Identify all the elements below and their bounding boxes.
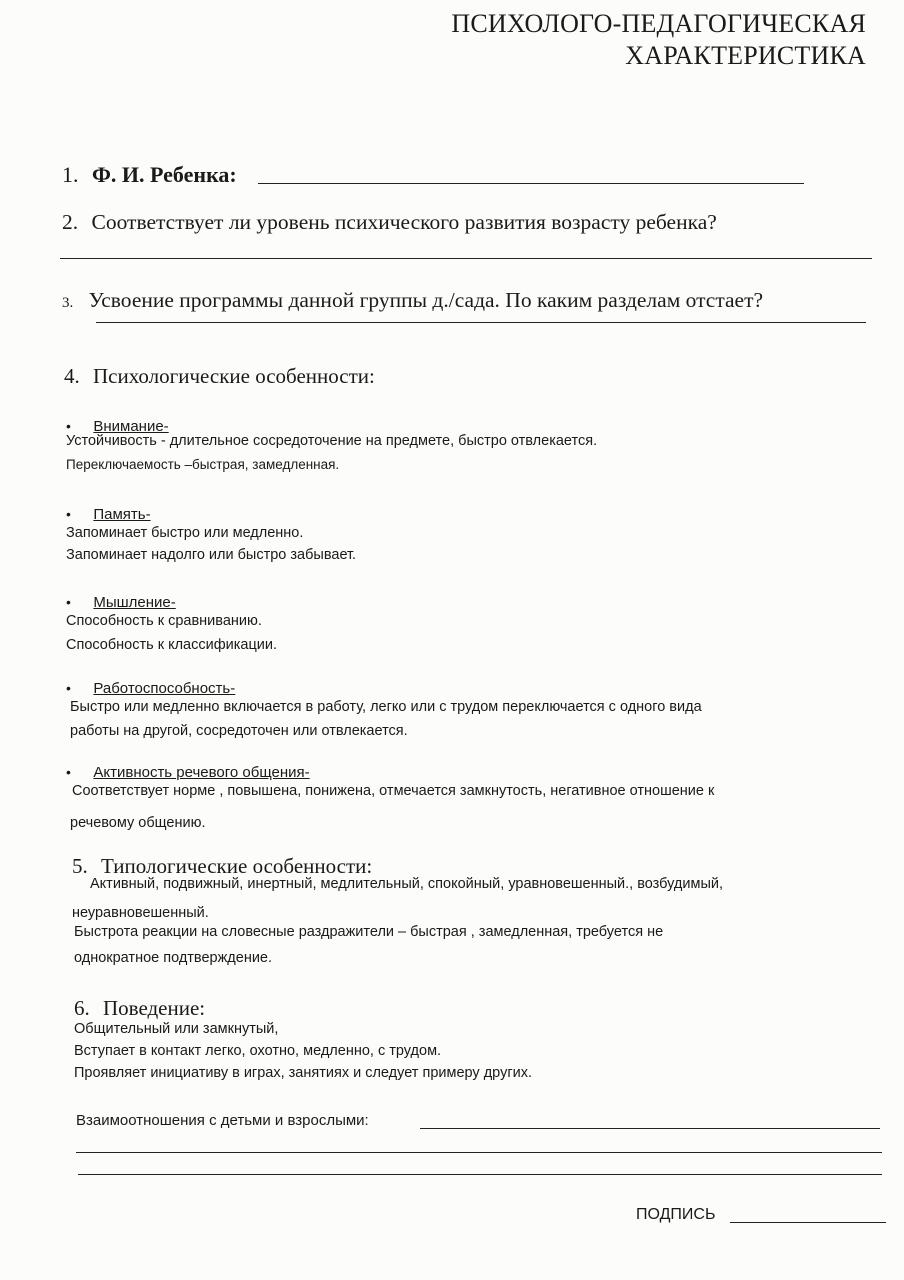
relations-label: Взаимоотношения с детьми и взрослыми: [76,1112,369,1129]
relations-answer-line-3[interactable] [78,1174,882,1175]
bullet-icon: • [66,764,71,780]
title-line-2: ХАРАКТЕРИСТИКА [625,41,866,70]
attention-line-2: Переключаемость –быстрая, замедленная. [66,457,340,472]
typology-line-1: Активный, подвижный, инертный, медлительный, спокойный, уравновешенный., возбудимый, [90,876,723,892]
workability-line-1: Быстро или медленно включается в работу, легко или с трудом переключается с одного вида [70,699,702,715]
thinking-title: Мышление- [93,594,176,611]
workability-line-2: работы на другой, сосредоточен или отвлекается. [70,723,408,739]
document-title [346,8,866,72]
memory-line-1: Запоминает быстро или медленно. [66,525,304,541]
section-4-number: 4. [64,364,80,388]
section-6-number: 6. [74,996,90,1020]
bullet-icon: • [66,418,71,434]
question-3-number: 3. [62,295,74,311]
attention-title: Внимание- [93,418,169,435]
question-3-answer-line[interactable] [96,322,866,323]
behavior-line-2: Вступает в контакт легко, охотно, медленно, с трудом. [74,1043,442,1059]
relations-answer-line-1[interactable] [420,1128,880,1129]
question-2-answer-line[interactable] [60,258,872,259]
speech-activity-line-1: Соответствует норме , повышена, понижена, отмечается замкнутость, негативное отношение к [72,783,715,799]
question-3 [62,288,763,313]
question-2-number: 2. [62,210,79,234]
thinking-line-2: Способность к классификации. [66,637,278,653]
section-4-heading [64,364,375,389]
section-4-title: Психологические особенности: [93,364,375,388]
bullet-icon: • [66,680,71,696]
child-name-label: Ф. И. Ребенка: [92,162,237,187]
speech-activity-line-2: речевому общению. [70,815,206,831]
typology-line-3: Быстрота реакции на словесные раздражители – быстрая , замедленная, требуется не [74,924,664,940]
bullet-icon: • [66,506,71,522]
speech-activity-title: Активность речевого общения- [93,764,310,781]
section-6-title: Поведение: [103,996,206,1020]
child-name-field-line[interactable] [258,183,804,184]
memory-title: Память- [93,506,151,523]
workability-title: Работоспособность- [93,680,236,697]
behavior-line-1: Общительный или замкнутый, [74,1021,279,1037]
typology-line-2: неуравновешенный. [72,905,209,921]
question-1 [62,162,237,188]
title-line-1: ПСИХОЛОГО-ПЕДАГОГИЧЕСКАЯ [451,9,866,38]
memory-line-2: Запоминает надолго или быстро забывает. [66,547,357,563]
section-5-title: Типологические особенности: [101,854,373,878]
section-5-number: 5. [72,854,88,878]
attention-line-1: Устойчивость - длительное сосредоточение на предмете, быстро отвлекается. [66,433,598,449]
signature-field-line[interactable] [730,1222,886,1223]
behavior-line-3: Проявляет инициативу в играх, занятиях и следует примеру других. [74,1065,532,1081]
bullet-icon: • [66,594,71,610]
typology-line-4: однократное подтверждение. [74,950,273,966]
question-2-text: Соответствует ли уровень психического развития возрасту ребенка? [91,210,717,234]
question-2 [62,210,717,235]
question-3-text: Усвоение программы данной группы д./сада. По каким разделам отстает? [88,288,764,312]
signature-label: ПОДПИСЬ [636,1206,716,1223]
relations-answer-line-2[interactable] [76,1152,882,1153]
question-1-number: 1. [62,162,79,187]
thinking-line-1: Способность к сравниванию. [66,613,262,629]
